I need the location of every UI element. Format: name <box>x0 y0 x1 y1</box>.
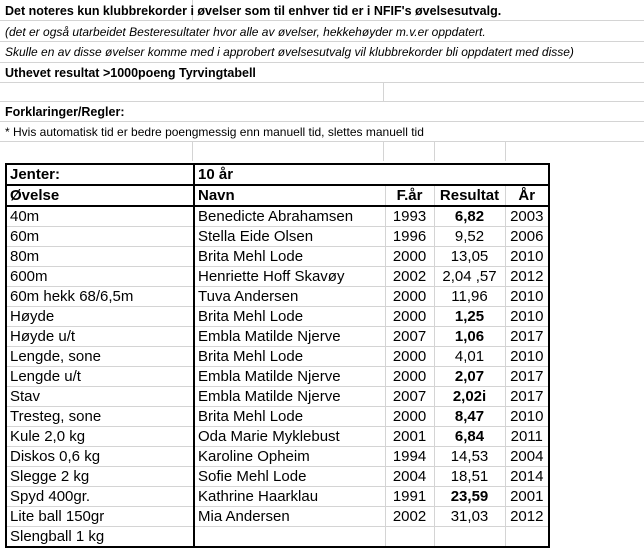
table-row <box>6 247 549 267</box>
event-cell: Lite ball 150gr <box>6 507 194 527</box>
event-cell: 600m <box>6 267 194 287</box>
event-cell: Lengde u/t <box>6 367 194 387</box>
record-year-cell: 2017 <box>505 387 549 407</box>
athlete-name-cell: Karoline Opheim <box>194 447 385 467</box>
athlete-name-cell: Brita Mehl Lode <box>194 307 385 327</box>
grid-line <box>0 101 644 102</box>
record-year-cell: 2010 <box>505 307 549 327</box>
result-cell: 2,02i <box>434 387 505 407</box>
table-row <box>6 327 549 347</box>
record-year-cell: 2017 <box>505 327 549 347</box>
event-cell: Slegge 2 kg <box>6 467 194 487</box>
record-year-cell: 2004 <box>505 447 549 467</box>
note-explanations-heading: Forklaringer/Regler: <box>5 105 125 119</box>
record-year-cell: 2012 <box>505 267 549 287</box>
group-label: Jenter: <box>6 164 194 185</box>
record-year-cell: 2003 <box>505 206 549 227</box>
athlete-name-cell: Sofie Mehl Lode <box>194 467 385 487</box>
athlete-name-cell: Embla Matilde Njerve <box>194 387 385 407</box>
table-row <box>6 487 549 507</box>
year-born-cell: 2000 <box>385 347 434 367</box>
year-born-cell: 2000 <box>385 367 434 387</box>
year-born-cell: 2004 <box>385 467 434 487</box>
table-row <box>6 467 549 487</box>
athlete-name-cell: Brita Mehl Lode <box>194 247 385 267</box>
event-cell: 60m hekk 68/6,5m <box>6 287 194 307</box>
table-row <box>6 387 549 407</box>
year-born-cell: 2007 <box>385 327 434 347</box>
year-born-cell: 2000 <box>385 247 434 267</box>
year-born-cell: 2001 <box>385 427 434 447</box>
result-cell: 6,84 <box>434 427 505 447</box>
year-born-cell: 2002 <box>385 267 434 287</box>
grid-line <box>383 82 384 102</box>
record-year-cell: 2001 <box>505 487 549 507</box>
year-born-cell: 1993 <box>385 206 434 227</box>
table-row <box>6 287 549 307</box>
grid-line <box>0 62 644 63</box>
event-cell: Kule 2,0 kg <box>6 427 194 447</box>
record-year-cell: 2011 <box>505 427 549 447</box>
grid-line <box>434 141 435 161</box>
result-cell: 6,82 <box>434 206 505 227</box>
record-year-cell: 2010 <box>505 347 549 367</box>
grid-line <box>0 82 644 83</box>
event-cell: 60m <box>6 227 194 247</box>
event-cell: 40m <box>6 206 194 227</box>
record-year-cell: 2010 <box>505 287 549 307</box>
athlete-name-cell: Brita Mehl Lode <box>194 407 385 427</box>
grid-line <box>505 141 506 161</box>
col-header-event: Øvelse <box>6 185 194 206</box>
note-bold-meaning: Uthevet resultat >1000poeng Tyrvingtabell <box>5 66 256 80</box>
event-cell: Slengball 1 kg <box>6 527 194 548</box>
result-cell: 31,03 <box>434 507 505 527</box>
result-cell <box>434 527 505 548</box>
event-cell: 80m <box>6 247 194 267</box>
event-cell: Høyde <box>6 307 194 327</box>
athlete-name-cell: Embla Matilde Njerve <box>194 367 385 387</box>
year-born-cell <box>385 527 434 548</box>
grid-line <box>0 20 644 21</box>
table-row <box>6 507 549 527</box>
result-cell: 23,59 <box>434 487 505 507</box>
athlete-name-cell: Benedicte Abrahamsen <box>194 206 385 227</box>
athlete-name-cell <box>194 527 385 548</box>
result-cell: 2,04 ,57 <box>434 267 505 287</box>
event-cell: Høyde u/t <box>6 327 194 347</box>
table-row <box>6 227 549 247</box>
grid-line <box>0 121 644 122</box>
athlete-name-cell: Mia Andersen <box>194 507 385 527</box>
result-cell: 9,52 <box>434 227 505 247</box>
year-born-cell: 2000 <box>385 407 434 427</box>
record-year-cell: 2012 <box>505 507 549 527</box>
grid-line <box>0 41 644 42</box>
header-row <box>6 185 549 206</box>
athlete-name-cell: Kathrine Haarklau <box>194 487 385 507</box>
grid-line <box>192 141 193 161</box>
year-born-cell: 2002 <box>385 507 434 527</box>
year-born-cell: 2007 <box>385 387 434 407</box>
age-label: 10 år <box>194 164 549 185</box>
note-best-results: (det er også utarbeidet Besteresultater hvor alle av øvelser, hekkehøyder m.v.er oppdatert. <box>5 25 486 39</box>
athlete-name-cell: Henriette Hoff Skavøy <box>194 267 385 287</box>
group-row <box>6 164 549 185</box>
athlete-name-cell: Oda Marie Myklebust <box>194 427 385 447</box>
table-row <box>6 427 549 447</box>
athlete-name-cell: Embla Matilde Njerve <box>194 327 385 347</box>
table-row <box>6 347 549 367</box>
event-cell: Diskos 0,6 kg <box>6 447 194 467</box>
table-row <box>6 447 549 467</box>
year-born-cell: 2000 <box>385 287 434 307</box>
year-born-cell: 2000 <box>385 307 434 327</box>
table-row <box>6 307 549 327</box>
table-row <box>6 267 549 287</box>
note-rules-title: Det noteres kun klubbrekorder i øvelser som til enhver tid er i NFIF's øvelsesutvalg. <box>5 4 502 18</box>
table-row <box>6 206 549 227</box>
event-cell: Lengde, sone <box>6 347 194 367</box>
event-cell: Spyd 400gr. <box>6 487 194 507</box>
record-year-cell: 2010 <box>505 407 549 427</box>
athlete-name-cell: Brita Mehl Lode <box>194 347 385 367</box>
year-born-cell: 1991 <box>385 487 434 507</box>
record-year-cell: 2017 <box>505 367 549 387</box>
athlete-name-cell: Stella Eide Olsen <box>194 227 385 247</box>
table-row <box>6 407 549 427</box>
event-cell: Tresteg, sone <box>6 407 194 427</box>
result-cell: 4,01 <box>434 347 505 367</box>
result-cell: 1,06 <box>434 327 505 347</box>
table-row <box>6 367 549 387</box>
year-born-cell: 1994 <box>385 447 434 467</box>
table-row <box>6 527 549 548</box>
col-header-name: Navn <box>194 185 385 206</box>
note-update: Skulle en av disse øvelser komme med i approbert øvelsesutvalg vil klubbrekorder bli oppdatert med disse) <box>5 45 574 59</box>
year-born-cell: 1996 <box>385 227 434 247</box>
record-year-cell <box>505 527 549 548</box>
result-cell: 18,51 <box>434 467 505 487</box>
col-header-year-born: F.år <box>385 185 434 206</box>
col-header-year: År <box>505 185 549 206</box>
result-cell: 2,07 <box>434 367 505 387</box>
record-year-cell: 2006 <box>505 227 549 247</box>
col-header-result: Resultat <box>434 185 505 206</box>
record-year-cell: 2010 <box>505 247 549 267</box>
event-cell: Stav <box>6 387 194 407</box>
result-cell: 1,25 <box>434 307 505 327</box>
records-table <box>5 163 550 548</box>
result-cell: 13,05 <box>434 247 505 267</box>
result-cell: 8,47 <box>434 407 505 427</box>
result-cell: 11,96 <box>434 287 505 307</box>
grid-line <box>0 141 644 142</box>
result-cell: 14,53 <box>434 447 505 467</box>
athlete-name-cell: Tuva Andersen <box>194 287 385 307</box>
grid-line <box>383 141 384 161</box>
note-timing-rule: * Hvis automatisk tid er bedre poengmessig enn manuell tid, slettes manuell tid <box>5 125 424 139</box>
record-year-cell: 2014 <box>505 467 549 487</box>
